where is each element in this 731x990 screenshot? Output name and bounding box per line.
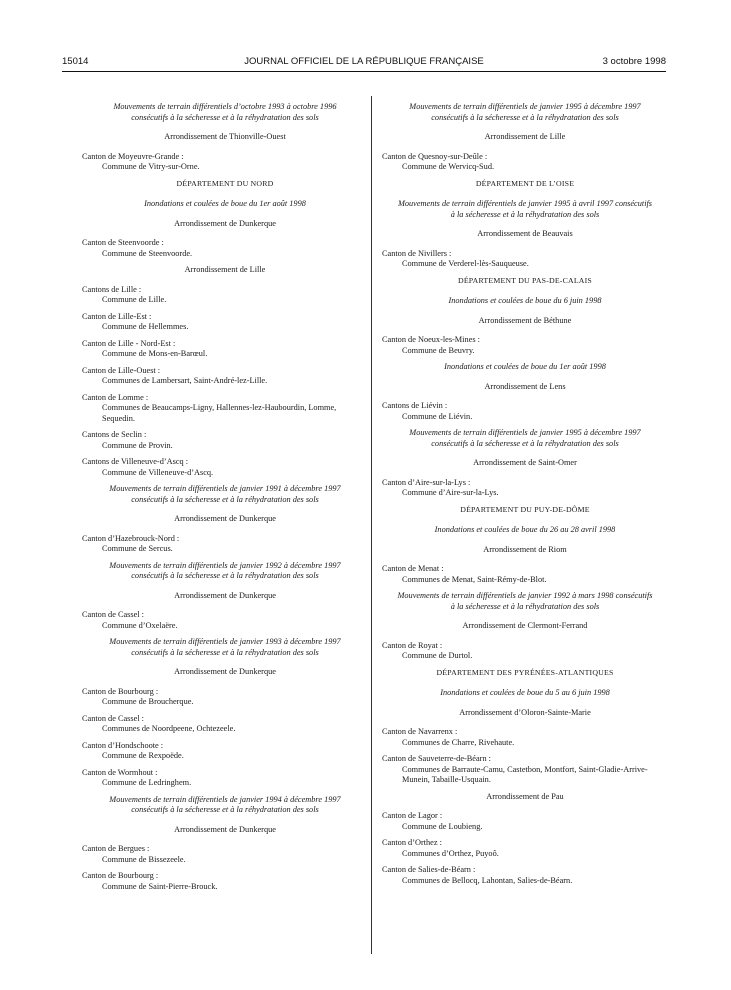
commune-list: Commune de Sercus.: [102, 544, 173, 553]
arrondissement-heading: Arrondissement de Riom: [483, 544, 567, 554]
commune-list: Commune de Provin.: [102, 440, 173, 450]
canton-entry: [82, 741, 368, 762]
commune-list: Commune de Liévin.: [402, 411, 473, 421]
canton-name: Canton de Nivillers :: [382, 248, 452, 258]
canton-name: Cantons de Liévin :: [382, 401, 448, 410]
canton-entry: [82, 871, 368, 892]
canton-name: Canton de Lille - Nord-Est :: [82, 338, 176, 348]
commune-list: Commune d’Aire-sur-la-Lys.: [402, 488, 499, 497]
canton-entry: [82, 285, 368, 306]
canton-entry: [82, 457, 368, 478]
canton-entry: [382, 811, 668, 832]
commune-list: Communes de Bellocq, Lahontan, Salies-de-Béarn.: [402, 875, 573, 885]
canton-name: Canton de Lille-Est :: [82, 311, 152, 321]
section-title: Inondations et coulées de boue du 1er août 1998: [144, 199, 306, 208]
canton-name: Canton de Menat :: [382, 564, 444, 573]
canton-entry: [382, 838, 668, 859]
canton-entry: [382, 865, 668, 886]
department-heading: DÉPARTEMENT DU NORD: [176, 178, 274, 188]
canton-name: Canton de Bourbourg :: [82, 686, 159, 696]
canton-name: Canton de Bergues :: [82, 844, 150, 853]
column-divider: [371, 96, 372, 954]
section-title: Inondations et coulées de boue du 1er août 1998: [444, 362, 606, 371]
canton-entry: [382, 478, 668, 499]
canton-entry: [82, 152, 368, 173]
department-heading: DÉPARTEMENT DU PUY-DE-DÔME: [460, 504, 590, 514]
arrondissement-heading: Arrondissement de Thionville-Ouest: [164, 132, 286, 141]
canton-entry: [82, 312, 368, 333]
canton-name: Canton de Sauveterre-de-Béarn :: [382, 754, 491, 763]
canton-entry: [382, 152, 668, 173]
arrondissement-heading: Arrondissement de Lille: [484, 132, 566, 141]
section-title: Mouvements de terrain différentiels de janvier 1992 à décembre 1997 consécutifs à la sécheresse et à la réhydratation des sols: [109, 560, 341, 580]
commune-list: Commune de Saint-Pierre-Brouck.: [102, 881, 218, 891]
commune-list: Commune de Vitry-sur-Orne.: [102, 162, 200, 171]
commune-list: Commune de Steenvoorde.: [102, 248, 193, 258]
section-title: Mouvements de terrain différentiels de janvier 1991 à décembre 1997 consécutifs à la sécheresse et à la réhydratation des sols: [109, 484, 341, 504]
right-column: [382, 102, 668, 892]
commune-list: Commune de Verderel-lès-Sauqueuse.: [402, 259, 529, 268]
arrondissement-heading: Arrondissement d’Oloron-Sainte-Marie: [459, 707, 591, 717]
section-title: Inondations et coulées de boue du 6 juin 1998: [448, 296, 602, 305]
commune-list: Commune de Beuvry.: [402, 345, 475, 355]
commune-list: Commune de Loubieng.: [402, 821, 483, 831]
canton-name: Cantons de Lille :: [82, 284, 142, 294]
canton-name: Canton d’Hondschoote :: [82, 740, 164, 750]
canton-name: Canton de Bourbourg :: [82, 871, 159, 880]
commune-list: Commune de Mons-en-Barœul.: [102, 349, 208, 358]
section-title: Inondations et coulées de boue du 26 au 28 avril 1998: [434, 525, 616, 534]
arrondissement-heading: Arrondissement de Beauvais: [477, 229, 573, 238]
section-title: Mouvements de terrain différentiels de janvier 1993 à décembre 1997 consécutifs à la sécheresse et à la réhydratation des sols: [109, 637, 341, 657]
commune-list: Commune de Wervicq-Sud.: [402, 162, 495, 171]
canton-entry: [82, 393, 368, 425]
commune-list: Commune d’Oxelaëre.: [102, 620, 178, 630]
canton-entry: [82, 534, 368, 555]
canton-name: Canton de Steenvoorde :: [82, 238, 164, 247]
department-heading: DÉPARTEMENT DE L’OISE: [475, 178, 575, 188]
commune-list: Commune de Lille.: [102, 295, 167, 304]
arrondissement-heading: Arrondissement de Dunkerque: [174, 514, 276, 523]
canton-entry: [82, 366, 368, 387]
canton-name: Canton d’Aire-sur-la-Lys :: [382, 477, 471, 487]
section-title: Mouvements de terrain différentiels de janvier 1995 à avril 1997 consécutifs à la sécheresse et à la réhydratation des sols: [397, 199, 653, 219]
canton-entry: [382, 249, 668, 270]
canton-name: Canton de Cassel :: [82, 610, 144, 619]
canton-entry: [82, 339, 368, 360]
commune-list: Communes de Barraute-Camu, Castetbon, Montfort, Saint-Gladie-Arrive-Munein, Tabaille-Usquain.: [402, 764, 648, 784]
commune-list: Commune de Ledringhem.: [102, 778, 192, 787]
section-title: Mouvements de terrain différentiels de janvier 1995 à décembre 1997 consécutifs à la sécheresse et à la réhydratation des sols: [409, 428, 641, 448]
canton-name: Canton de Moyeuvre-Grande :: [82, 151, 184, 161]
department-heading: DÉPARTEMENT DES PYRÉNÉES-ATLANTIQUES: [436, 667, 614, 677]
canton-name: Canton de Cassel :: [82, 713, 144, 723]
page-header: [62, 56, 666, 70]
canton-entry: [82, 687, 368, 708]
arrondissement-heading: Arrondissement de Lens: [484, 381, 566, 391]
arrondissement-heading: Arrondissement de Lille: [184, 265, 266, 274]
commune-list: Commune de Villeneuve-d’Ascq.: [102, 467, 214, 477]
canton-entry: [82, 768, 368, 789]
commune-list: Communes de Noordpeene, Ochtezeele.: [102, 724, 236, 733]
arrondissement-heading: Arrondissement de Dunkerque: [174, 218, 276, 228]
canton-name: Canton de Lille-Ouest :: [82, 365, 161, 375]
canton-entry: [382, 335, 668, 356]
canton-name: Canton de Royat :: [382, 640, 443, 650]
section-title: Mouvements de terrain différentiels de janvier 1992 à mars 1998 consécutifs à la sécheresse et à la réhydratation des sols: [397, 591, 653, 611]
arrondissement-heading: Arrondissement de Dunkerque: [174, 590, 276, 600]
canton-entry: [382, 401, 668, 422]
canton-name: Canton de Noeux-les-Mines :: [382, 335, 480, 344]
header-rule: [62, 71, 666, 72]
canton-name: Canton de Lagor :: [382, 811, 443, 820]
arrondissement-heading: Arrondissement de Dunkerque: [174, 667, 276, 676]
commune-list: Commune de Rexpoëde.: [102, 751, 184, 760]
canton-entry: [382, 641, 668, 662]
commune-list: Commune de Durtol.: [402, 651, 473, 660]
commune-list: Commune de Broucherque.: [102, 697, 194, 706]
canton-name: Cantons de Villeneuve-d’Ascq :: [82, 457, 189, 466]
canton-name: Canton d’Hazebrouck-Nord :: [82, 533, 180, 543]
section-title: Inondations et coulées de boue du 5 au 6 juin 1998: [440, 688, 610, 697]
section-title: Mouvements de terrain différentiels de janvier 1995 à décembre 1997 consécutifs à la sécheresse et à la réhydratation des sols: [409, 102, 641, 122]
commune-list: Communes de Lambersart, Saint-André-lez-Lille.: [102, 376, 268, 385]
left-column: [82, 102, 368, 898]
page-number: 15014: [62, 56, 89, 67]
canton-name: Canton de Salies-de-Béarn :: [382, 865, 476, 874]
canton-entry: [382, 564, 668, 585]
canton-name: Canton de Quesnoy-sur-Deûle :: [382, 151, 488, 161]
canton-name: Canton de Wormhout :: [82, 767, 158, 777]
section-title: Mouvements de terrain différentiels d’octobre 1993 à octobre 1996 consécutifs à la sécheresse et à la réhydratation des sols: [113, 102, 337, 122]
arrondissement-heading: Arrondissement de Clermont-Ferrand: [462, 621, 588, 630]
commune-list: Commune de Bissezeele.: [102, 854, 186, 864]
journal-title: JOURNAL OFFICIEL DE LA RÉPUBLIQUE FRANÇAISE: [244, 56, 484, 67]
commune-list: Communes d’Orthez, Puyoô.: [402, 848, 499, 858]
canton-name: Canton de Navarrenx :: [382, 727, 458, 736]
arrondissement-heading: Arrondissement de Dunkerque: [174, 824, 276, 834]
commune-list: Communes de Beaucamps-Ligny, Hallennes-lez-Haubourdin, Lomme, Sequedin.: [102, 403, 337, 423]
canton-entry: [382, 754, 668, 786]
canton-entry: [82, 610, 368, 631]
canton-entry: [82, 238, 368, 259]
canton-entry: [82, 430, 368, 451]
canton-name: Cantons de Seclin :: [82, 430, 147, 439]
canton-name: Canton d’Orthez :: [382, 838, 442, 847]
publication-date: 3 octobre 1998: [602, 56, 666, 67]
arrondissement-heading: Arrondissement de Pau: [486, 791, 564, 801]
arrondissement-heading: Arrondissement de Saint-Omer: [473, 458, 577, 467]
canton-entry: [82, 714, 368, 735]
canton-entry: [382, 727, 668, 748]
commune-list: Communes de Menat, Saint-Rémy-de-Blot.: [402, 574, 547, 584]
canton-name: Canton de Lomme :: [82, 392, 149, 402]
department-heading: DÉPARTEMENT DU PAS-DE-CALAIS: [458, 275, 592, 285]
section-title: Mouvements de terrain différentiels de janvier 1994 à décembre 1997 consécutifs à la sécheresse et à la réhydratation des sols: [109, 794, 341, 814]
canton-entry: [82, 844, 368, 865]
arrondissement-heading: Arrondissement de Béthune: [478, 315, 572, 325]
commune-list: Commune de Hellemmes.: [102, 322, 189, 331]
commune-list: Communes de Charre, Rivehaute.: [402, 737, 515, 747]
